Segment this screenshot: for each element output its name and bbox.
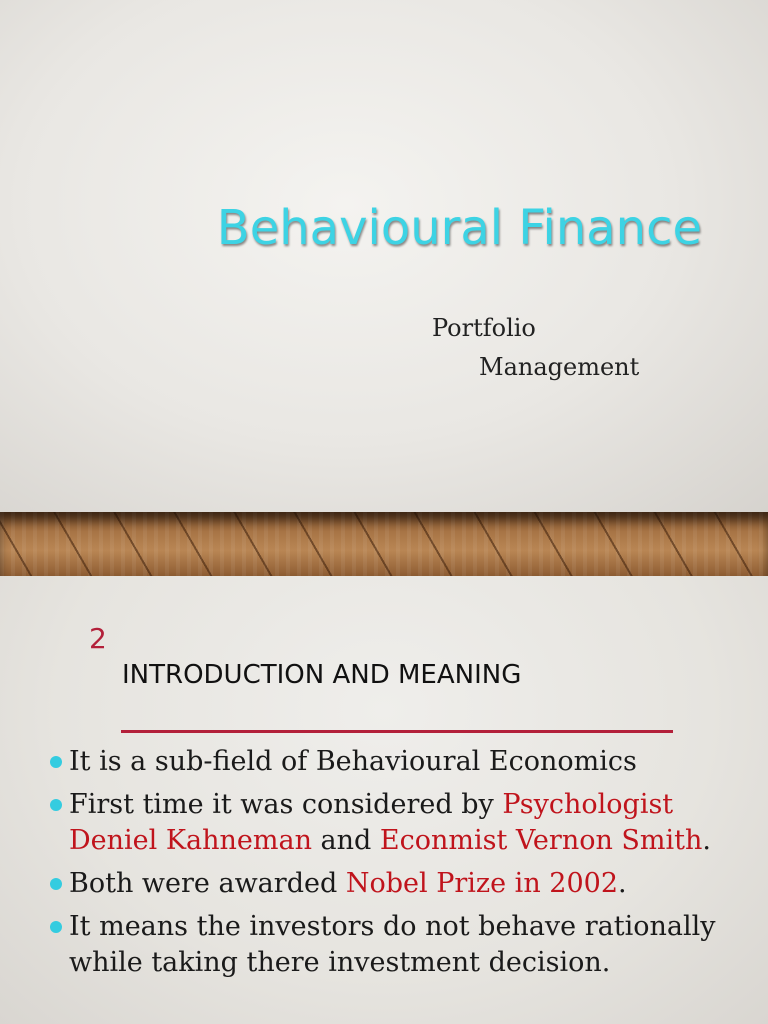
- heading-underline: [121, 730, 673, 733]
- slide-number: 2: [89, 622, 107, 655]
- bullet-text: and: [311, 825, 380, 856]
- bullet-text: .: [618, 868, 627, 899]
- bullet-text: .: [702, 825, 711, 856]
- bullet-dot-icon: [50, 799, 62, 811]
- bullet-text: First time it was considered by: [69, 789, 503, 820]
- bullet-item: [48, 744, 748, 780]
- subtitle-line-2: Management: [479, 353, 640, 381]
- bullet-dot-icon: [50, 921, 62, 933]
- bullet-item: [48, 866, 748, 902]
- highlight-nobel-prize: Nobel Prize in 2002: [345, 868, 619, 899]
- bullet-dot-icon: [50, 878, 62, 890]
- highlight-psychologist: Psychologist Deniel Kahneman: [69, 789, 674, 856]
- wood-floor-divider: [0, 512, 768, 576]
- slide-title: Behavioural Finance: [216, 200, 702, 256]
- slide-heading: INTRODUCTION AND MEANING: [122, 660, 522, 690]
- bullet-item: [48, 787, 748, 859]
- bullet-text: Both were awarded: [69, 868, 346, 899]
- bullet-item: [48, 909, 748, 981]
- highlight-economist: Econmist Vernon Smith: [379, 825, 703, 856]
- bullet-text: It is a sub-field of Behavioural Economics: [69, 746, 637, 777]
- bullet-list: [48, 744, 748, 988]
- bullet-dot-icon: [50, 756, 62, 768]
- bullet-text: It means the investors do not behave rationally while taking there investment decision.: [69, 911, 716, 978]
- content-slide: [0, 576, 768, 1024]
- subtitle-line-1: Portfolio: [432, 314, 536, 342]
